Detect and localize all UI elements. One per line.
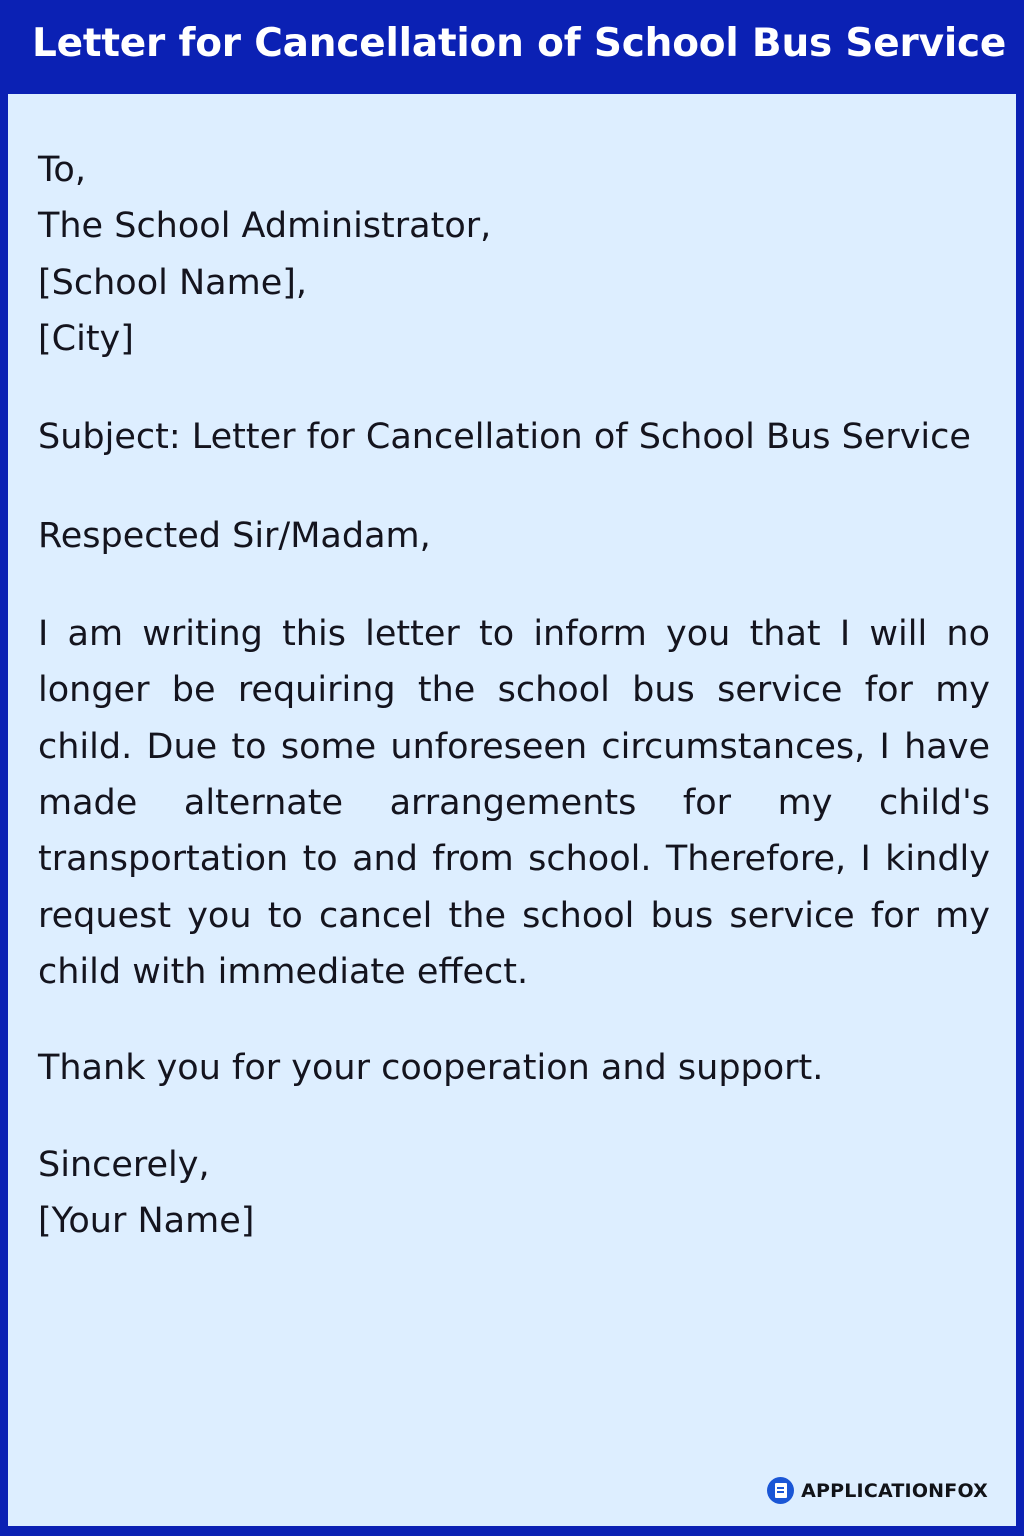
subject-line: Subject: Letter for Cancellation of School Bus Service bbox=[38, 417, 971, 458]
brand-name bbox=[801, 1480, 988, 1502]
recipient-block bbox=[38, 142, 990, 367]
spacer bbox=[38, 1000, 990, 1040]
letter-content bbox=[8, 94, 1016, 1250]
recipient-line-1: To, bbox=[38, 150, 86, 190]
recipient-line-2: The School Administrator, bbox=[38, 206, 492, 247]
brand-name-part1: APPLICATION bbox=[801, 1479, 945, 1502]
brand-watermark bbox=[767, 1477, 988, 1504]
spacer bbox=[38, 466, 990, 508]
sign-off-line-2: [Your Name] bbox=[38, 1201, 255, 1242]
body-paragraph: I am writing this letter to inform you that I will no longer be requiring the school bus service for my child. Due to some unforeseen circumstances, I have made alternate arrangements for my child's transportation to and from school. Therefore, I kindly request you to cancel the school bus service for my child with immediate effect. bbox=[38, 614, 990, 993]
sign-off-block bbox=[38, 1137, 990, 1250]
spacer bbox=[38, 1097, 990, 1137]
spacer bbox=[38, 367, 990, 409]
closing-thanks: Thank you for your cooperation and support. bbox=[38, 1048, 824, 1089]
salutation: Respected Sir/Madam, bbox=[38, 515, 431, 556]
sign-off-line-1: Sincerely, bbox=[38, 1144, 210, 1185]
spacer bbox=[38, 564, 990, 606]
recipient-line-4: [City] bbox=[38, 319, 134, 360]
document-icon bbox=[767, 1477, 794, 1504]
recipient-line-3: [School Name], bbox=[38, 262, 308, 303]
brand-name-part2: FOX bbox=[944, 1479, 988, 1502]
page-title: Letter for Cancellation of School Bus Service bbox=[32, 20, 1007, 66]
document-title-bar bbox=[8, 0, 1016, 94]
